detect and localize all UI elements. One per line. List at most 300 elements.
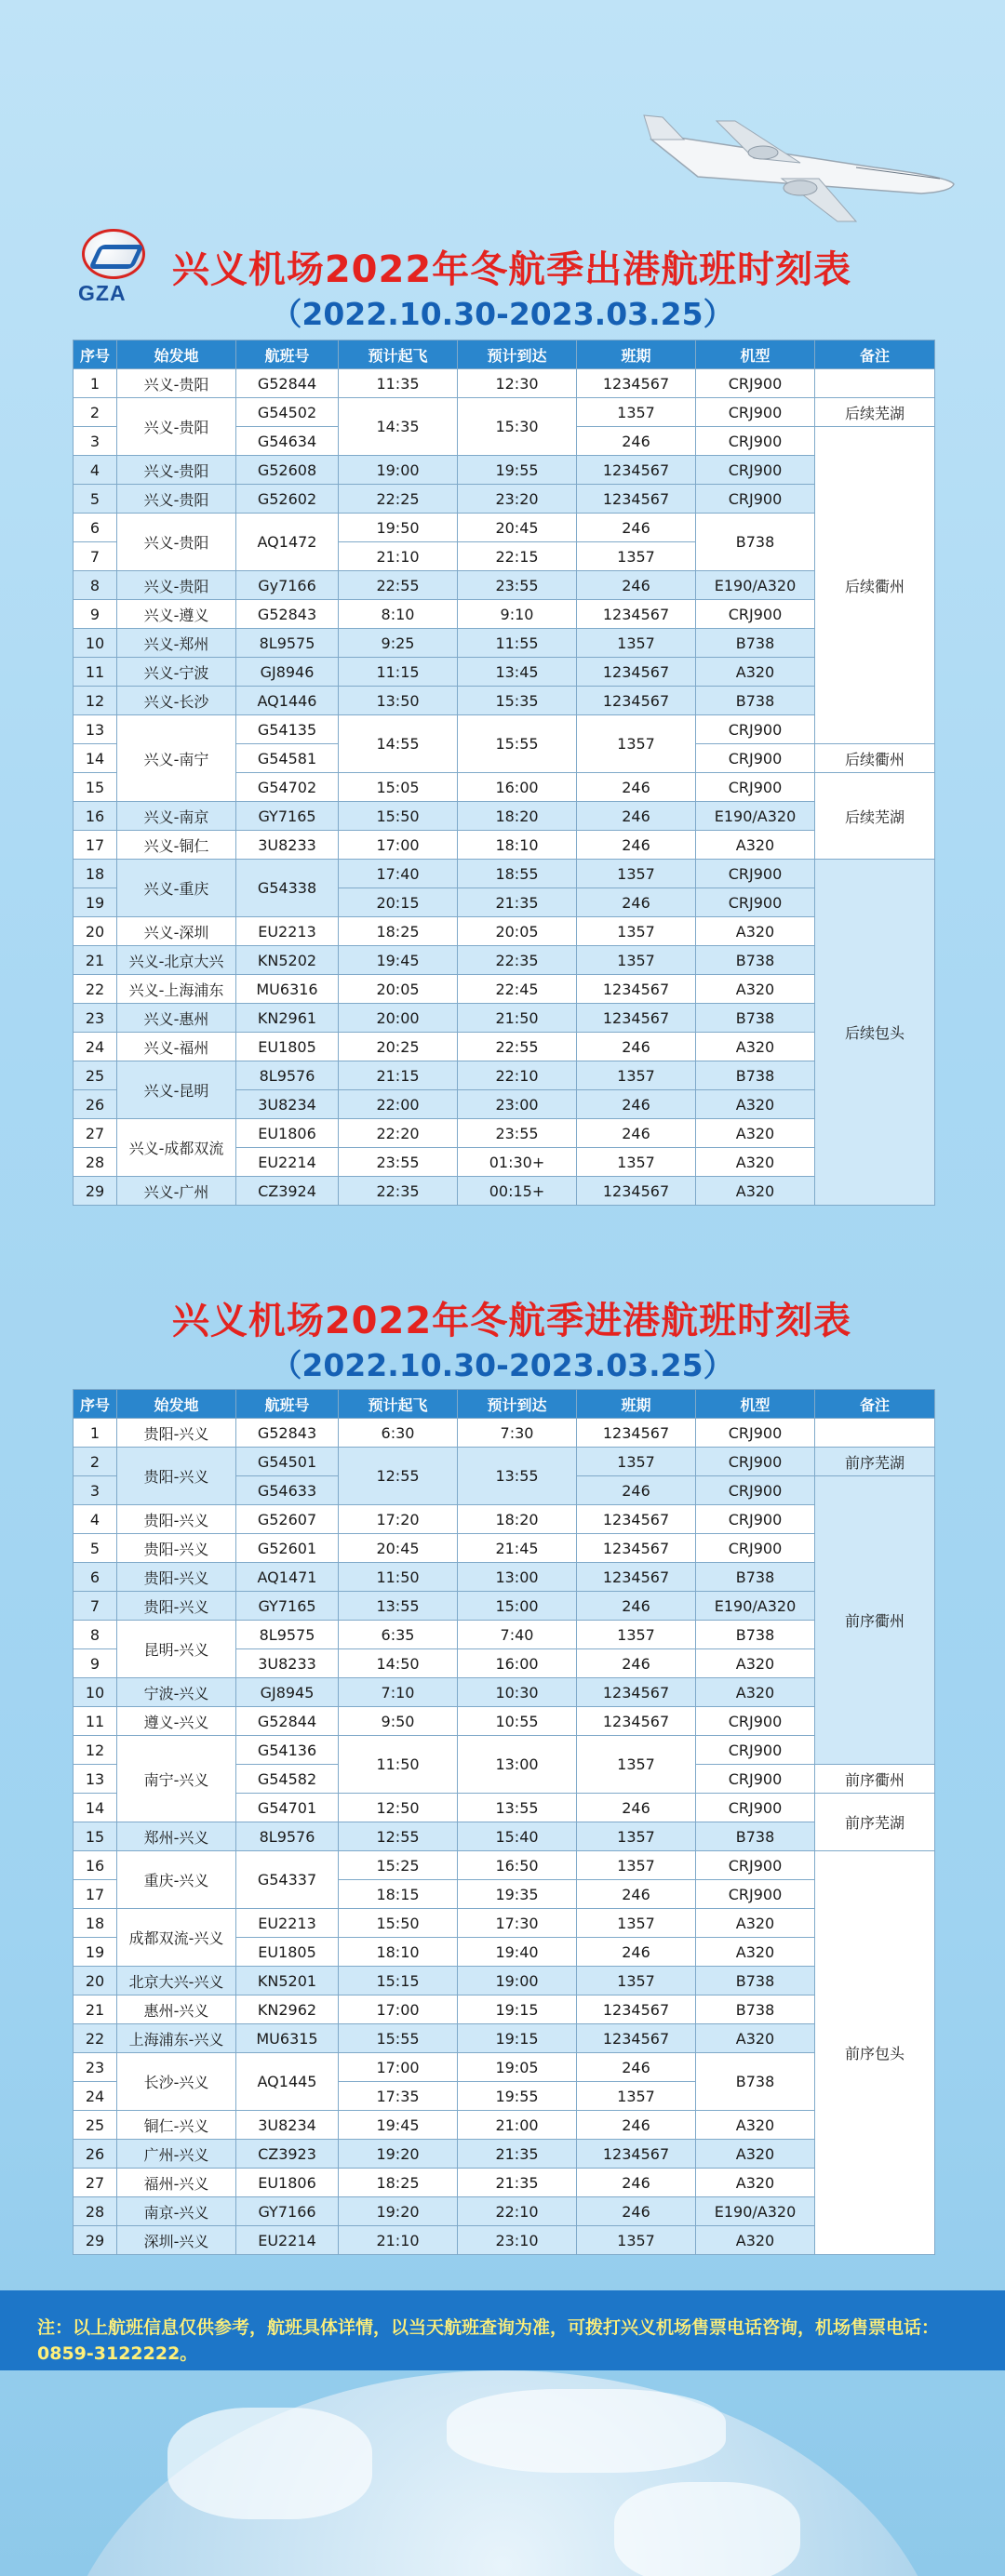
table-row (74, 1534, 935, 1563)
row-number: 20 (74, 1967, 117, 1995)
row-number: 4 (74, 456, 117, 485)
departure-time: 17:40 (339, 860, 458, 888)
row-number: 13 (74, 1765, 117, 1794)
aircraft-type: CRJ900 (696, 369, 815, 398)
arrival-time: 13:45 (458, 658, 577, 687)
row-number: 21 (74, 946, 117, 975)
departure-time: 17:20 (339, 1505, 458, 1534)
aircraft-type: A320 (696, 1938, 815, 1967)
row-number: 22 (74, 975, 117, 1004)
flight-number: AQ1471 (236, 1563, 339, 1592)
route: 兴义-贵阳 (117, 398, 236, 456)
flight-number: EU1805 (236, 1033, 339, 1061)
arrival-time: 19:55 (458, 2082, 577, 2111)
route: 贵阳-兴义 (117, 1592, 236, 1621)
remark: 后续芜湖 (815, 398, 935, 427)
route: 兴义-重庆 (117, 860, 236, 917)
remark: 前序芜湖 (815, 1794, 935, 1851)
departure-time: 20:45 (339, 1534, 458, 1563)
row-number: 5 (74, 485, 117, 514)
schedule-days: 1357 (577, 542, 696, 571)
arrival-time: 16:00 (458, 773, 577, 802)
arrival-time: 13:55 (458, 1448, 577, 1505)
arrival-time: 19:35 (458, 1880, 577, 1909)
departure-time: 19:00 (339, 456, 458, 485)
flight-number: 8L9575 (236, 629, 339, 658)
aircraft-type: A320 (696, 831, 815, 860)
aircraft-type: A320 (696, 2226, 815, 2255)
aircraft-type: B738 (696, 629, 815, 658)
table-row (74, 1505, 935, 1534)
departure-time: 19:50 (339, 514, 458, 542)
arrival-time: 19:15 (458, 2024, 577, 2053)
departure-time: 19:20 (339, 2197, 458, 2226)
schedule-days: 1357 (577, 2226, 696, 2255)
route: 兴义-贵阳 (117, 571, 236, 600)
table-row (74, 1177, 935, 1206)
row-number: 27 (74, 1119, 117, 1148)
table-row (74, 1909, 935, 1938)
arrival-time: 19:00 (458, 1967, 577, 1995)
flight-number: EU1806 (236, 1119, 339, 1148)
table-row (74, 658, 935, 687)
departure-time: 17:00 (339, 831, 458, 860)
arrival-time: 16:50 (458, 1851, 577, 1880)
schedule-days: 1357 (577, 1448, 696, 1476)
row-number: 15 (74, 1822, 117, 1851)
row-number: 7 (74, 1592, 117, 1621)
column-header-remark: 备注 (815, 1390, 935, 1419)
flight-number: CZ3924 (236, 1177, 339, 1206)
route: 郑州-兴义 (117, 1822, 236, 1851)
column-header-aircraft-type: 机型 (696, 340, 815, 369)
arrival-time: 15:35 (458, 687, 577, 715)
row-number: 14 (74, 744, 117, 773)
schedule-days: 246 (577, 831, 696, 860)
row-number: 21 (74, 1995, 117, 2024)
table-row (74, 1004, 935, 1033)
row-number: 10 (74, 629, 117, 658)
flight-number: GY7165 (236, 1592, 339, 1621)
arrival-time: 18:10 (458, 831, 577, 860)
flight-number: G54702 (236, 773, 339, 802)
schedule-days: 1234567 (577, 1995, 696, 2024)
arrival-time: 23:55 (458, 1119, 577, 1148)
table-row (74, 2024, 935, 2053)
row-number: 18 (74, 860, 117, 888)
aircraft-type: A320 (696, 975, 815, 1004)
aircraft-type: A320 (696, 1177, 815, 1206)
flight-number: G54136 (236, 1736, 339, 1765)
departure-time: 19:45 (339, 946, 458, 975)
arrival-time: 21:35 (458, 2140, 577, 2169)
route: 兴义-成都双流 (117, 1119, 236, 1177)
schedule-days: 1234567 (577, 687, 696, 715)
row-number: 9 (74, 600, 117, 629)
aircraft-type: A320 (696, 1909, 815, 1938)
schedule-days: 1357 (577, 715, 696, 773)
flight-number: EU1806 (236, 2169, 339, 2197)
aircraft-type: A320 (696, 917, 815, 946)
table-row (74, 1822, 935, 1851)
row-number: 24 (74, 1033, 117, 1061)
route: 福州-兴义 (117, 2169, 236, 2197)
row-number: 27 (74, 2169, 117, 2197)
column-header-row-number: 序号 (74, 340, 117, 369)
table-row (74, 2226, 935, 2255)
table-row (74, 1967, 935, 1995)
route: 贵阳-兴义 (117, 1563, 236, 1592)
route: 兴义-郑州 (117, 629, 236, 658)
note-text: 注：以上航班信息仅供参考，航班具体详情，以当天航班查询为准，可拨打兴义机场售票电话咨询，机场售票电话：0859-3122222。 (37, 2317, 940, 2364)
column-header-flight-number: 航班号 (236, 340, 339, 369)
row-number: 22 (74, 2024, 117, 2053)
schedule-days: 1234567 (577, 456, 696, 485)
schedule-days: 1234567 (577, 658, 696, 687)
route: 惠州-兴义 (117, 1995, 236, 2024)
flight-number: KN5201 (236, 1967, 339, 1995)
table-row (74, 831, 935, 860)
arrival-time: 17:30 (458, 1909, 577, 1938)
arrival-time: 00:15+ (458, 1177, 577, 1206)
column-header-flight-number: 航班号 (236, 1390, 339, 1419)
departure-time: 22:55 (339, 571, 458, 600)
aircraft-type: B738 (696, 1621, 815, 1649)
departure-time: 20:15 (339, 888, 458, 917)
flight-number: EU2214 (236, 1148, 339, 1177)
route: 上海浦东-兴义 (117, 2024, 236, 2053)
table-row (74, 1621, 935, 1649)
route: 成都双流-兴义 (117, 1909, 236, 1967)
schedule-days: 1234567 (577, 1419, 696, 1448)
flight-number: G52608 (236, 456, 339, 485)
route: 兴义-昆明 (117, 1061, 236, 1119)
aircraft-type: CRJ900 (696, 715, 815, 744)
aircraft-type: CRJ900 (696, 1736, 815, 1765)
aircraft-type: CRJ900 (696, 1851, 815, 1880)
arrival-time: 19:55 (458, 456, 577, 485)
schedule-days: 246 (577, 514, 696, 542)
flight-number: GJ8946 (236, 658, 339, 687)
arrival-time: 23:10 (458, 2226, 577, 2255)
aircraft-type: A320 (696, 1090, 815, 1119)
flight-number: MU6315 (236, 2024, 339, 2053)
schedule-days: 1234567 (577, 1707, 696, 1736)
aircraft-type: B738 (696, 1995, 815, 2024)
row-number: 17 (74, 1880, 117, 1909)
departure-time: 15:15 (339, 1967, 458, 1995)
arrival-time: 21:45 (458, 1534, 577, 1563)
column-header-departure-time: 预计起飞 (339, 340, 458, 369)
flight-number: G52844 (236, 369, 339, 398)
schedule-days: 1357 (577, 398, 696, 427)
table-row (74, 1736, 935, 1765)
schedule-days: 1234567 (577, 2140, 696, 2169)
departure-time: 15:50 (339, 802, 458, 831)
aircraft-type: CRJ900 (696, 456, 815, 485)
flight-number: 8L9576 (236, 1061, 339, 1090)
row-number: 28 (74, 2197, 117, 2226)
departure-time: 19:45 (339, 2111, 458, 2140)
flight-number: G52843 (236, 1419, 339, 1448)
schedule-days: 1357 (577, 1851, 696, 1880)
flight-number: G54501 (236, 1448, 339, 1476)
remark: 前序衢州 (815, 1476, 935, 1765)
row-number: 2 (74, 1448, 117, 1476)
arrival-time: 19:15 (458, 1995, 577, 2024)
table-row (74, 2053, 935, 2082)
flight-number: 3U8234 (236, 2111, 339, 2140)
arrival-time: 22:10 (458, 1061, 577, 1090)
schedule-days: 1357 (577, 1736, 696, 1794)
column-header-remark: 备注 (815, 340, 935, 369)
schedule-days: 246 (577, 1090, 696, 1119)
arrival-time: 21:35 (458, 888, 577, 917)
aircraft-type: CRJ900 (696, 1476, 815, 1505)
row-number: 6 (74, 1563, 117, 1592)
column-header-route: 始发地 (117, 1390, 236, 1419)
row-number: 3 (74, 427, 117, 456)
flight-number: KN2962 (236, 1995, 339, 2024)
aircraft-type: B738 (696, 687, 815, 715)
table-row (74, 514, 935, 542)
table-row (74, 1592, 935, 1621)
aircraft-type: A320 (696, 2140, 815, 2169)
logo-text: GZA (78, 281, 127, 305)
table-row (74, 917, 935, 946)
arrival-time: 19:40 (458, 1938, 577, 1967)
flight-number: 3U8234 (236, 1090, 339, 1119)
table-row (74, 715, 935, 744)
row-number: 12 (74, 1736, 117, 1765)
aircraft-type: CRJ900 (696, 398, 815, 427)
table-row (74, 1119, 935, 1148)
route: 广州-兴义 (117, 2140, 236, 2169)
route: 兴义-南宁 (117, 715, 236, 802)
route: 兴义-惠州 (117, 1004, 236, 1033)
arrival-time: 22:55 (458, 1033, 577, 1061)
row-number: 28 (74, 1148, 117, 1177)
column-header-row-number: 序号 (74, 1390, 117, 1419)
flight-number: G52607 (236, 1505, 339, 1534)
aircraft-type: A320 (696, 1033, 815, 1061)
table-row (74, 1851, 935, 1880)
flight-number: AQ1472 (236, 514, 339, 571)
arrivals-period: （2022.10.30-2023.03.25） (271, 1347, 734, 1383)
aircraft-type: A320 (696, 2024, 815, 2053)
departure-time: 22:35 (339, 1177, 458, 1206)
remark: 后续衢州 (815, 427, 935, 744)
aircraft-type: CRJ900 (696, 485, 815, 514)
flight-number: GJ8945 (236, 1678, 339, 1707)
route: 兴义-深圳 (117, 917, 236, 946)
departure-time: 11:35 (339, 369, 458, 398)
departure-time: 12:55 (339, 1448, 458, 1505)
schedule-days: 246 (577, 2111, 696, 2140)
departure-time: 20:05 (339, 975, 458, 1004)
row-number: 8 (74, 1621, 117, 1649)
row-number: 15 (74, 773, 117, 802)
route: 兴义-长沙 (117, 687, 236, 715)
aircraft-type: CRJ900 (696, 744, 815, 773)
route: 贵阳-兴义 (117, 1534, 236, 1563)
column-header-aircraft-type: 机型 (696, 1390, 815, 1419)
schedule-days: 1234567 (577, 975, 696, 1004)
departure-time: 15:55 (339, 2024, 458, 2053)
remark (815, 369, 935, 398)
column-header-departure-time: 预计起飞 (339, 1390, 458, 1419)
aircraft-type: A320 (696, 2111, 815, 2140)
route: 重庆-兴义 (117, 1851, 236, 1909)
schedule-days: 246 (577, 427, 696, 456)
logo-mark-icon (82, 229, 145, 279)
departure-time: 21:15 (339, 1061, 458, 1090)
departures-period: （2022.10.30-2023.03.25） (271, 296, 734, 332)
arrival-time: 15:55 (458, 715, 577, 773)
remark: 前序包头 (815, 1851, 935, 2255)
row-number: 26 (74, 1090, 117, 1119)
route: 贵阳-兴义 (117, 1419, 236, 1448)
route: 兴义-遵义 (117, 600, 236, 629)
row-number: 8 (74, 571, 117, 600)
departure-time: 13:55 (339, 1592, 458, 1621)
table-row (74, 1033, 935, 1061)
schedule-days: 1357 (577, 629, 696, 658)
departure-time: 14:35 (339, 398, 458, 456)
schedule-days: 246 (577, 2169, 696, 2197)
remark: 前序芜湖 (815, 1448, 935, 1476)
aircraft-type: A320 (696, 1119, 815, 1148)
flight-number: G52601 (236, 1534, 339, 1563)
flight-number: G52843 (236, 600, 339, 629)
aircraft-type: CRJ900 (696, 1505, 815, 1534)
departure-time: 18:25 (339, 2169, 458, 2197)
route: 南京-兴义 (117, 2197, 236, 2226)
flight-number: GY7166 (236, 2197, 339, 2226)
schedule-days: 1357 (577, 1621, 696, 1649)
departure-time: 18:25 (339, 917, 458, 946)
row-number: 29 (74, 2226, 117, 2255)
flight-number: EU2214 (236, 2226, 339, 2255)
flight-number: G54634 (236, 427, 339, 456)
departure-time: 22:25 (339, 485, 458, 514)
route: 兴义-贵阳 (117, 514, 236, 571)
table-row (74, 946, 935, 975)
aircraft-type: CRJ900 (696, 1765, 815, 1794)
flight-number: 3U8233 (236, 831, 339, 860)
route: 贵阳-兴义 (117, 1505, 236, 1534)
route: 兴义-广州 (117, 1177, 236, 1206)
row-number: 17 (74, 831, 117, 860)
row-number: 16 (74, 802, 117, 831)
schedule-days: 246 (577, 1119, 696, 1148)
table-header-row (74, 340, 935, 369)
column-header-schedule-days: 班期 (577, 1390, 696, 1419)
remark: 后续衢州 (815, 744, 935, 773)
schedule-days: 1234567 (577, 1004, 696, 1033)
flight-number: G54581 (236, 744, 339, 773)
arrival-time: 22:15 (458, 542, 577, 571)
globe-image (56, 2370, 949, 2576)
aircraft-type: B738 (696, 1967, 815, 1995)
departure-time: 18:15 (339, 1880, 458, 1909)
arrival-time: 22:35 (458, 946, 577, 975)
departure-time: 13:50 (339, 687, 458, 715)
row-number: 1 (74, 369, 117, 398)
arrival-time: 13:00 (458, 1736, 577, 1794)
departure-time: 9:25 (339, 629, 458, 658)
route: 贵阳-兴义 (117, 1448, 236, 1505)
row-number: 13 (74, 715, 117, 744)
row-number: 10 (74, 1678, 117, 1707)
arrivals-table (73, 1389, 935, 2255)
schedule-days: 1234567 (577, 1563, 696, 1592)
row-number: 19 (74, 888, 117, 917)
route: 宁波-兴义 (117, 1678, 236, 1707)
row-number: 16 (74, 1851, 117, 1880)
row-number: 5 (74, 1534, 117, 1563)
row-number: 26 (74, 2140, 117, 2169)
flight-number: EU2213 (236, 1909, 339, 1938)
departure-time: 12:50 (339, 1794, 458, 1822)
route: 兴义-贵阳 (117, 485, 236, 514)
flight-number: KN2961 (236, 1004, 339, 1033)
row-number: 23 (74, 2053, 117, 2082)
schedule-days: 246 (577, 1033, 696, 1061)
table-row (74, 600, 935, 629)
flight-number: AQ1446 (236, 687, 339, 715)
departure-time: 15:05 (339, 773, 458, 802)
row-number: 20 (74, 917, 117, 946)
flight-number: MU6316 (236, 975, 339, 1004)
departure-time: 15:25 (339, 1851, 458, 1880)
arrival-time: 15:30 (458, 398, 577, 456)
flight-number: G52602 (236, 485, 339, 514)
departure-time: 17:00 (339, 1995, 458, 2024)
route: 长沙-兴义 (117, 2053, 236, 2111)
column-header-schedule-days: 班期 (577, 340, 696, 369)
departure-time: 14:55 (339, 715, 458, 773)
schedule-days: 1357 (577, 946, 696, 975)
row-number: 23 (74, 1004, 117, 1033)
flight-number: 8L9575 (236, 1621, 339, 1649)
arrival-time: 16:00 (458, 1649, 577, 1678)
table-row (74, 975, 935, 1004)
row-number: 9 (74, 1649, 117, 1678)
departure-time: 20:00 (339, 1004, 458, 1033)
arrival-time: 23:55 (458, 571, 577, 600)
route: 铜仁-兴义 (117, 2111, 236, 2140)
departure-time: 22:20 (339, 1119, 458, 1148)
departure-time: 8:10 (339, 600, 458, 629)
remark: 前序衢州 (815, 1765, 935, 1794)
table-row (74, 802, 935, 831)
arrival-time: 21:00 (458, 2111, 577, 2140)
route: 昆明-兴义 (117, 1621, 236, 1678)
arrival-time: 20:45 (458, 514, 577, 542)
route: 兴义-北京大兴 (117, 946, 236, 975)
schedule-days: 1234567 (577, 600, 696, 629)
table-row (74, 629, 935, 658)
schedule-days: 1357 (577, 860, 696, 888)
flight-number: KN5202 (236, 946, 339, 975)
row-number: 6 (74, 514, 117, 542)
departure-time: 22:00 (339, 1090, 458, 1119)
aircraft-type: CRJ900 (696, 888, 815, 917)
row-number: 25 (74, 1061, 117, 1090)
aircraft-type: CRJ900 (696, 427, 815, 456)
table-row (74, 571, 935, 600)
